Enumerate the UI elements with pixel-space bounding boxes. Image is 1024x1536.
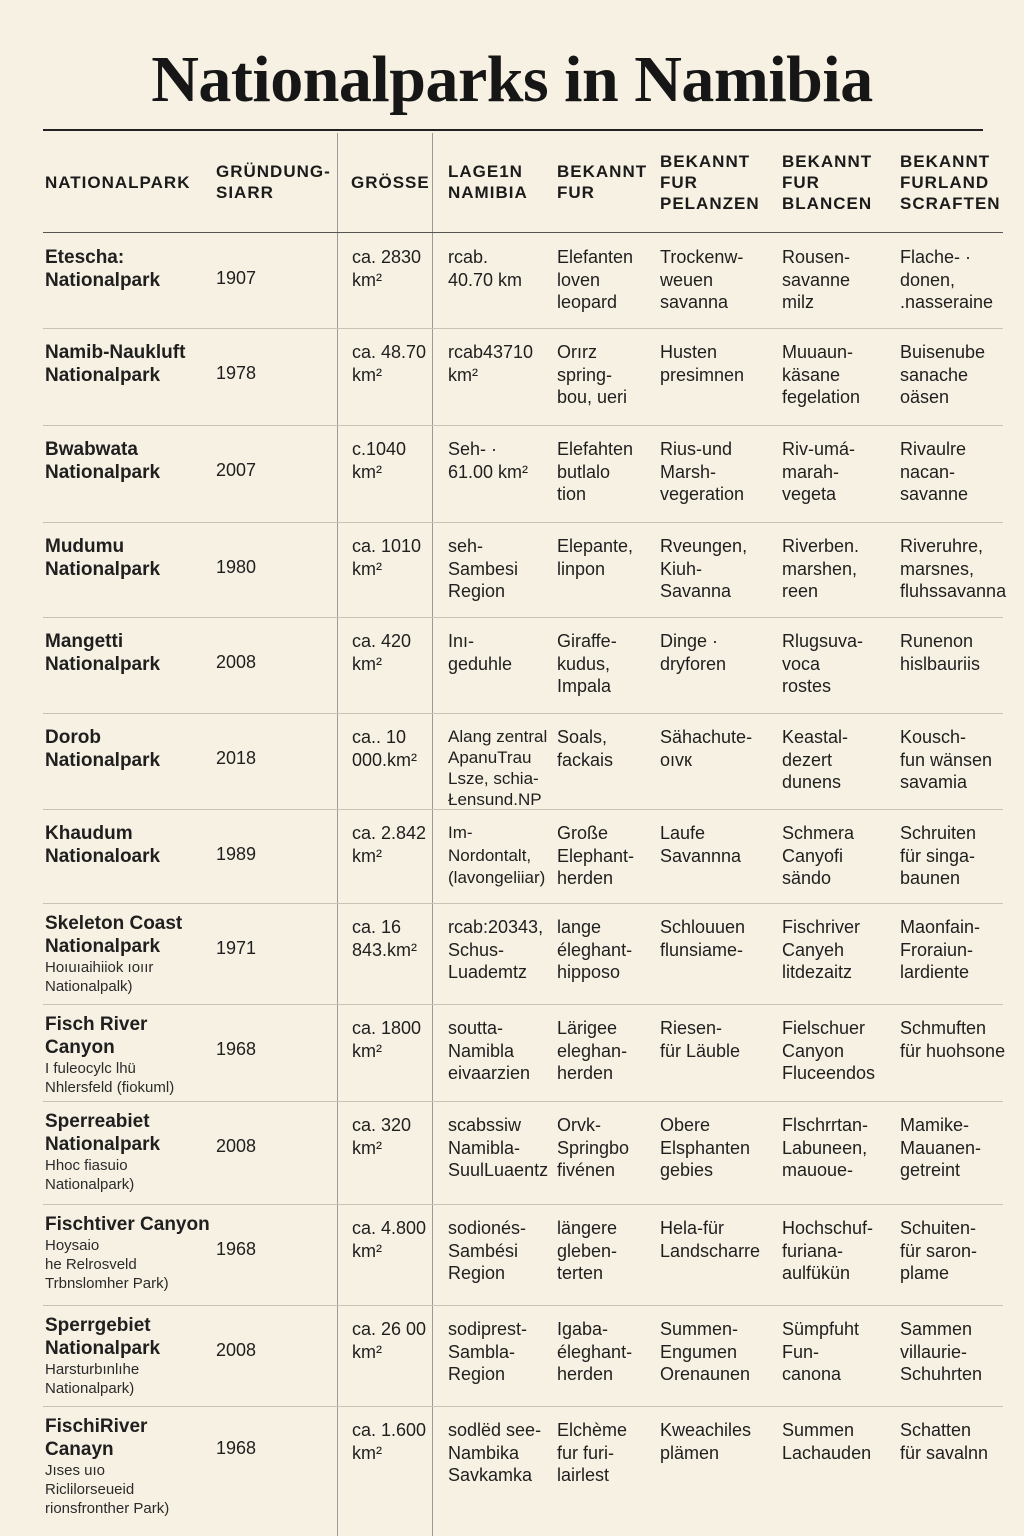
known-for-landscapes: Sammen villaurie- Schuhrten xyxy=(900,1319,983,1384)
park-location: rcab:20343, Schus- Luademtz xyxy=(448,917,544,982)
park-size: ca. 16 843.km² xyxy=(352,917,418,960)
founding-year: 2008 xyxy=(216,1340,257,1360)
park-name: Sperrgebiet Nationalpark xyxy=(45,1315,161,1359)
known-for-plants: Rveungen, Kiuh- Savanna xyxy=(660,536,748,601)
known-for: längere gleben- terten xyxy=(557,1218,618,1283)
founding-year: 2007 xyxy=(216,460,257,480)
known-for: Orırz spring- bou, ueri xyxy=(557,342,628,407)
park-size: ca. 1800 km² xyxy=(352,1018,422,1061)
table-row xyxy=(43,904,1003,1005)
park-size: ca. 4.800 km² xyxy=(352,1218,427,1261)
known-for-plants: Trockenw- weuen savanna xyxy=(660,247,744,312)
park-name: Khaudum Nationaloark xyxy=(45,823,161,867)
known-for-landscape: Rousen- savanne milz xyxy=(782,247,851,312)
known-for: Elefanten loven leopard xyxy=(557,247,634,312)
known-for-plants: Hela-für Landscharre xyxy=(660,1218,761,1261)
known-for-landscapes: Riveruhre, marsnes, fluhssavanna xyxy=(900,536,1007,601)
park-size: ca. 2.842 km² xyxy=(352,823,427,866)
known-for: Elepante, linpon xyxy=(557,536,634,579)
known-for: Giraffe- kudus, Impala xyxy=(557,631,617,696)
header-bekannt-pflanzen: BEKANNT FUR PELANZEN xyxy=(660,151,760,213)
founding-year: 1968 xyxy=(216,1239,257,1259)
park-size: ca. 1010 km² xyxy=(352,536,422,579)
header-nationalpark: NATIONALPARK xyxy=(45,172,191,192)
known-for-landscapes: Schruiten für singa- baunen xyxy=(900,823,977,888)
table-row xyxy=(43,523,1007,618)
known-for-landscape: Keastal- dezert dunens xyxy=(782,727,849,792)
header-bekannt-landschaften: BEKANNT FURLAND SCRAFTEN xyxy=(900,151,1001,213)
park-location: rcab43710 km² xyxy=(448,342,534,385)
header-bekannt-fur: BEKANNT FUR xyxy=(557,162,648,202)
park-subtitle: Harsturbınlıhe Nationalpark) xyxy=(45,1361,140,1397)
known-for-landscapes: Runenon hislbauriis xyxy=(900,631,981,674)
known-for-plants: Dinge · dryforen xyxy=(660,631,727,674)
park-subtitle: Hhoc fiasuio Nationalpark) xyxy=(45,1157,135,1193)
known-for-landscapes: Mamike- Mauanen- getreint xyxy=(900,1115,982,1180)
known-for: Igaba- éleghant- herden xyxy=(557,1319,633,1384)
known-for-plants: Sähachute- oıvк xyxy=(660,727,753,770)
table-body xyxy=(43,234,1007,1517)
park-name: Sperreabiet Nationalpark xyxy=(45,1111,161,1155)
header-gruendungsjahr: GRÜNDUNG- SIARR xyxy=(216,162,331,202)
founding-year: 2008 xyxy=(216,652,257,672)
table-row xyxy=(43,1102,1003,1205)
park-name: Namib-Naukluft Nationalpark xyxy=(45,342,186,386)
founding-year: 2018 xyxy=(216,748,257,768)
table-row xyxy=(43,1306,1003,1407)
park-subtitle: Jıses uıo Riclilorseueid rionsfronther Park) xyxy=(45,1462,170,1517)
park-size: ca. 420 km² xyxy=(352,631,412,674)
known-for-landscapes: Buisenube sanache oäsen xyxy=(900,342,986,407)
known-for: Elchème fur furi- lairlest xyxy=(557,1420,628,1485)
page-title: Nationalparks in Namibia xyxy=(151,43,873,116)
known-for-plants: Laufe Savannna xyxy=(660,823,742,866)
park-location: sodiprest- Sambla- Region xyxy=(448,1319,528,1384)
park-location: Im- Nordontalt, (lavongeliiar) xyxy=(448,823,546,887)
known-for-plants: Schlouuen flunsiame- xyxy=(660,917,746,960)
table-row xyxy=(43,426,1003,523)
table-row xyxy=(43,1005,1006,1102)
park-name: Fisch River Canyon xyxy=(45,1014,148,1058)
founding-year: 1971 xyxy=(216,938,257,958)
known-for-landscapes: Schuiten- für saron- plame xyxy=(900,1218,978,1283)
founding-year: 1980 xyxy=(216,557,257,577)
park-location: Alang zentral ApanuTrau Lsze, schia- Łensund.NP xyxy=(448,727,548,809)
known-for-landscape: Muuaun- käsane fegelation xyxy=(782,342,861,407)
table-row xyxy=(43,329,1003,426)
park-name: FischiRiver Canayn xyxy=(45,1416,148,1460)
park-size: ca. 320 km² xyxy=(352,1115,412,1158)
known-for-plants: Summen- Engumen Orenaunen xyxy=(660,1319,751,1384)
table-row xyxy=(43,234,1003,329)
table-row xyxy=(43,1407,1003,1517)
header-groesse: GRÖSSE xyxy=(351,172,430,192)
known-for-landscape: Riv-umá- marah- vegeta xyxy=(782,439,856,504)
park-size: ca. 2830 km² xyxy=(352,247,422,290)
known-for-landscapes: Schatten für savalnn xyxy=(900,1420,989,1463)
header-lage: LAGE1N NAMIBIA xyxy=(448,162,528,202)
table-row xyxy=(43,810,1003,904)
known-for-landscapes: Schmuften für huohsone xyxy=(900,1018,1006,1061)
founding-year: 1968 xyxy=(216,1438,257,1458)
park-location: Seh- · 61.00 km² xyxy=(448,439,529,482)
park-location: sodlëd see- Nambika Savkamka xyxy=(448,1420,542,1485)
park-name: Dorob Nationalpark xyxy=(45,727,161,771)
table-row xyxy=(43,1205,1003,1306)
known-for-plants: Husten presimnen xyxy=(660,342,745,385)
park-name: Bwabwata Nationalpark xyxy=(45,439,161,483)
park-subtitle: I fuleocylc lhü Nhlersfeld (fiokuml) xyxy=(45,1060,175,1096)
header-bekannt-landschaft: BEKANNT FUR BLANCEN xyxy=(782,151,873,213)
known-for-landscapes: Maonfain- Froraiun- lardiente xyxy=(900,917,981,982)
table-row xyxy=(43,714,1003,810)
park-location: soutta- Namibla eivaarzien xyxy=(448,1018,531,1083)
known-for: Elefahten butlalo tion xyxy=(557,439,634,504)
known-for-landscapes: Flache- · donen, .nasseraine xyxy=(900,247,994,312)
known-for-plants: Rius-und Marsh- vegeration xyxy=(660,439,745,504)
park-name: Etescha: Nationalpark xyxy=(45,247,161,291)
park-name: Mangetti Nationalpark xyxy=(45,631,161,675)
known-for-plants: Kweachiles plämen xyxy=(660,1420,752,1463)
park-size: ca. 26 00 km² xyxy=(352,1319,427,1362)
table-header xyxy=(43,132,1003,233)
park-subtitle: Hoıuıaihiiok ıoıır Nationalpalk) xyxy=(45,959,154,995)
park-location: seh- Sambesi Region xyxy=(448,536,519,601)
park-location: scabssiw Namibla- SuulLuaentz xyxy=(448,1115,549,1180)
park-subtitle: Hoysaio he Relrosveld Trbnslomher Park) xyxy=(45,1237,169,1292)
founding-year: 1989 xyxy=(216,844,257,864)
founding-year: 2008 xyxy=(216,1136,257,1156)
known-for-landscape: Summen Lachauden xyxy=(782,1420,872,1463)
park-location: rcab. 40.70 km xyxy=(448,247,523,290)
known-for: Orvk- Springbo fivénen xyxy=(557,1115,630,1180)
park-size: ca. 48.70 km² xyxy=(352,342,427,385)
park-name: Fischtiver Canyon xyxy=(45,1214,210,1235)
park-name: Mudumu Nationalpark xyxy=(45,536,161,580)
known-for-landscape: Flschrrtan- Labuneen, mauoue- xyxy=(782,1115,869,1180)
known-for-landscape: Schmera Canyofi sändo xyxy=(782,823,855,888)
founding-year: 1907 xyxy=(216,268,257,288)
founding-year: 1978 xyxy=(216,363,257,383)
known-for: lange éleghant- hipposo xyxy=(557,917,633,982)
known-for: Lärigee eleghan- herden xyxy=(557,1018,628,1083)
table-row xyxy=(43,618,1003,714)
park-size: ca.. 10 000.km² xyxy=(352,727,418,770)
park-size: ca. 1.600 km² xyxy=(352,1420,427,1463)
known-for-landscape: Rlugsuva- voca rostes xyxy=(782,631,864,696)
park-location: sodionés- Sambési Region xyxy=(448,1218,527,1283)
known-for-plants: Riesen- für Läuble xyxy=(660,1018,741,1061)
known-for-landscape: Riverben. marshen, reen xyxy=(782,536,860,601)
known-for-landscapes: Rivaulre nacan- savanne xyxy=(900,439,969,504)
known-for-landscapes: Kousch- fun wänsen savamia xyxy=(900,727,993,792)
known-for-landscape: Fielschuer Canyon Fluceendos xyxy=(782,1018,876,1083)
known-for-landscape: Hochschuf- furiana- aulfükün xyxy=(782,1218,874,1283)
park-location: Inı- geduhle xyxy=(448,631,513,674)
founding-year: 1968 xyxy=(216,1039,257,1059)
park-name: Skeleton Coast Nationalpark xyxy=(45,913,183,957)
known-for-plants: Obere Elsphanten gebies xyxy=(660,1115,751,1180)
known-for-landscape: Sümpfuht Fun- canona xyxy=(782,1319,860,1384)
park-size: c.1040 km² xyxy=(352,439,407,482)
known-for: Soals, fackais xyxy=(557,727,614,770)
known-for: Große Elephant- herden xyxy=(557,823,635,888)
known-for-landscape: Fischriver Canyeh litdezaitz xyxy=(782,917,861,982)
title-divider xyxy=(43,129,983,131)
